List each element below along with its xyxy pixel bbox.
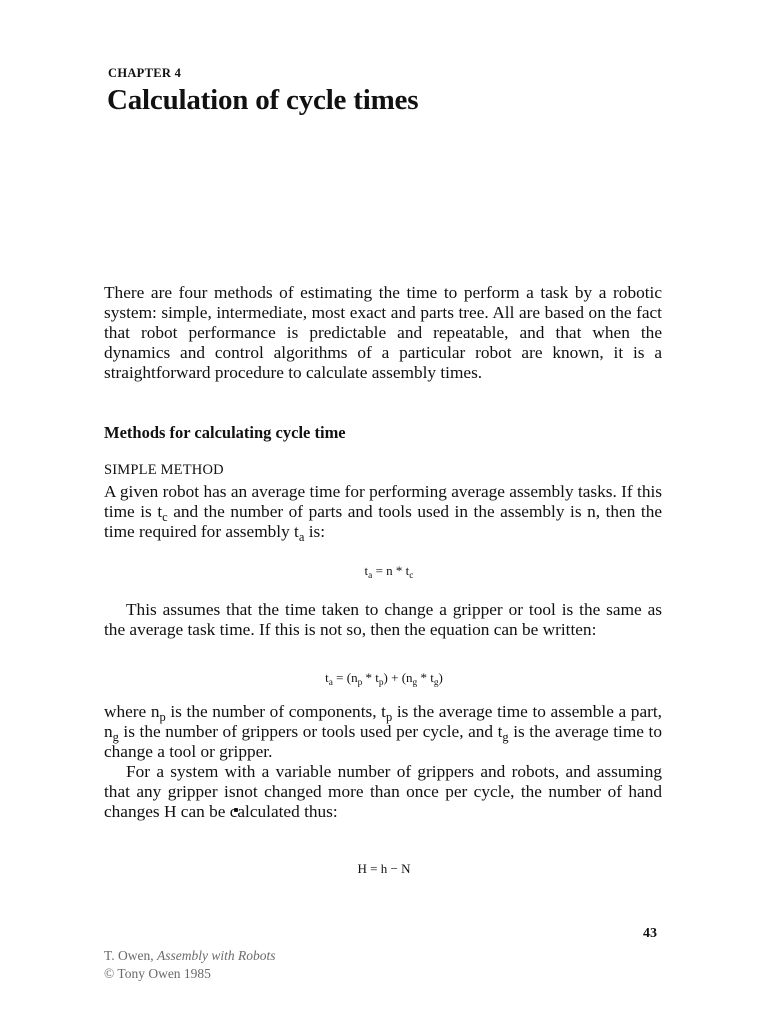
equation-simple: $t_a = n * t_c$ (364, 563, 414, 581)
assumption-paragraph: This assumes that the time taken to change a gripper or tool is the same as the average task time. If this is not so, then the equation can be written: (104, 600, 662, 639)
section-heading: Methods for calculating cycle time (104, 423, 346, 442)
footer-source-line (104, 947, 276, 965)
hand-changes-paragraph: For a system with a variable number of grippers and robots, and assuming that any gripper isnot changed more than once per cycle, the number of hand changes H can be calculated thus: (104, 762, 663, 821)
equation-gripper-change: $t_a = (n_p * t_p) + (n_g * t_g)$ (325, 670, 443, 688)
chapter-title: Calculation of cycle times (107, 84, 419, 116)
equation-hand-changes: H = h − N (357, 861, 411, 876)
subsection-heading: SIMPLE METHOD (104, 462, 224, 478)
footer-copyright: © Tony Owen 1985 (104, 966, 211, 981)
intro-paragraph: There are four methods of estimating the time to perform a task by a robotic system: simple, intermediate, most exact and parts tree. All are based on the fact that robot performance is predictable and repeatable, and that when the dynamics and control algorithms of a particular robot are known, it is a straightforward procedure to calculate assembly times. (104, 283, 662, 382)
footer-citation (104, 947, 276, 983)
variable-definitions-paragraph: where $n_p$ is the number of components, $t_p$ is the average time to assemble a part, $n_g$ is the number of grippers or tools used per cycle, and $t_g$ is the average time to change a tool or gripper. (104, 702, 662, 761)
footer-author: T. Owen, (104, 948, 157, 963)
simple-method-paragraph: A given robot has an average time for performing average assembly tasks. If this time is $t_c$ and the number of parts and tools used in the assembly is n, then the time required for assembly $t_a$ is: (104, 482, 662, 544)
footer-book-title: Assembly with Robots (157, 948, 276, 963)
chapter-label: CHAPTER 4 (108, 66, 182, 80)
page-number: 43 (643, 926, 657, 941)
